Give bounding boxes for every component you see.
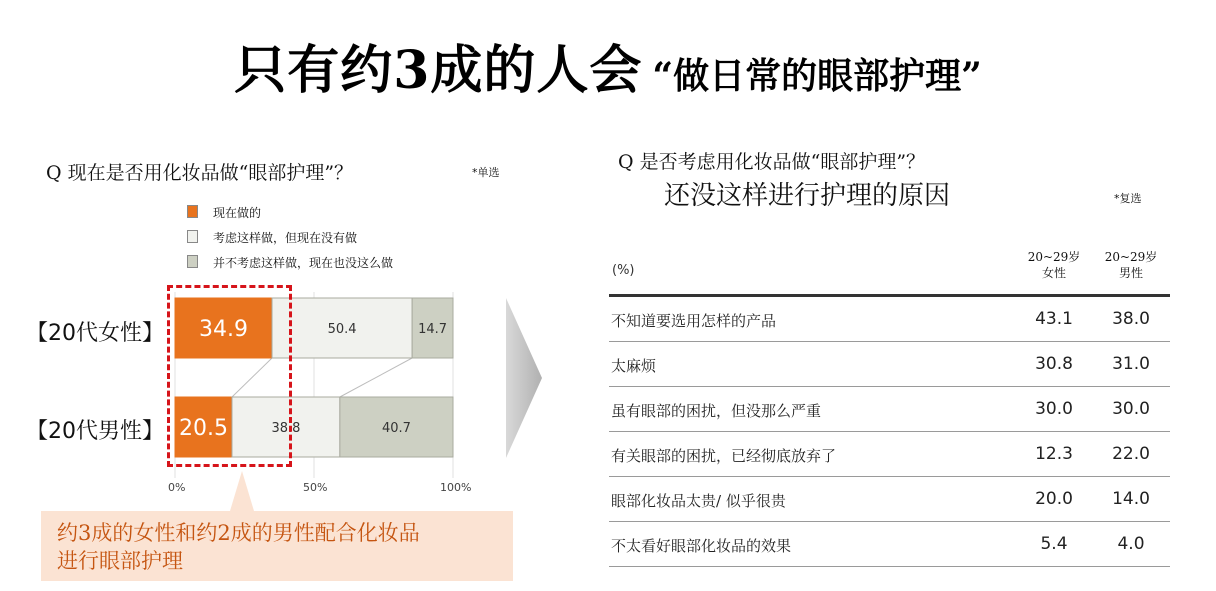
row-label: 虽有眼部的困扰，但没那么严重 [611,402,822,420]
row-value-female: 30.0 [1035,399,1073,419]
row-value-male: 30.0 [1112,399,1150,419]
row-value-female: 5.4 [1040,534,1068,554]
bar-value-label: 34.9 [199,317,249,342]
row-value-male: 4.0 [1117,534,1145,554]
table-header-female [1024,249,1084,281]
callout-line-1: 约3成的女性和约2成的男性配合化妆品 [57,521,420,545]
legend-label: 现在做的 [213,206,262,220]
row-value-female: 43.1 [1035,309,1073,329]
table-row [609,477,1170,522]
bar-value-label: 14.7 [418,322,448,337]
right-question-note: *复选 [1114,192,1142,205]
callout-tail [230,471,254,511]
header-female-age: 20~29岁 [1027,250,1081,264]
left-question: Q 现在是否用化妆品做“眼部护理”？ [46,162,354,184]
row-value-male: 14.0 [1112,489,1150,509]
legend-label: 并不考虑这样做，现在也没这么做 [213,256,394,270]
x-tick-0: 0% [168,481,186,494]
row-value-male: 38.0 [1112,309,1150,329]
right-question: Q 是否考虑用化妆品做“眼部护理”？ [618,151,926,173]
row-label: 有关眼部的困扰，已经彻底放弃了 [611,447,837,465]
category-label-male: 【20代男性】 [26,419,164,444]
x-tick-50: 50% [303,481,328,494]
bar-value-label: 38.8 [271,421,301,436]
table-row [609,522,1170,567]
row-value-female: 30.8 [1035,354,1073,374]
bar-value-label: 20.5 [179,416,228,441]
table-unit: (%) [612,263,635,278]
header-female-gender: 女性 [1041,266,1066,280]
callout-box [41,511,513,581]
table-row [609,342,1170,387]
connector-line [340,358,412,397]
row-value-female: 20.0 [1035,489,1073,509]
legend-label: 考虑这样做，但现在没有做 [213,231,358,245]
x-tick-100: 100% [440,481,472,494]
row-label: 不太看好眼部化妆品的效果 [611,537,792,555]
bar-value-label: 40.7 [381,421,411,436]
row-label: 眼部化妆品太贵/ 似乎很贵 [611,492,786,510]
title-sub: “做日常的眼部护理” [652,55,982,97]
bar-value-label: 50.4 [327,322,357,337]
table-row [609,297,1170,342]
row-value-male: 31.0 [1112,354,1150,374]
row-value-female: 12.3 [1035,444,1073,464]
table-row [609,387,1170,432]
row-label: 太麻烦 [611,357,657,375]
highlight-dashed-box [167,285,292,467]
category-label-female: 【20代女性】 [26,321,164,346]
header-male-age: 20~29岁 [1104,250,1158,264]
left-question-note: *单选 [472,166,500,179]
callout-text [57,519,420,575]
table-row [609,432,1170,477]
right-question-subtitle: 还没这样进行护理的原因 [664,181,951,211]
row-label: 不知道要选用怎样的产品 [611,312,777,330]
header-male-gender: 男性 [1118,266,1143,280]
table-header-male [1101,249,1161,281]
title-main: 只有约3成的人会 [234,40,643,101]
callout-line-2: 进行眼部护理 [57,549,183,573]
row-value-male: 22.0 [1112,444,1150,464]
